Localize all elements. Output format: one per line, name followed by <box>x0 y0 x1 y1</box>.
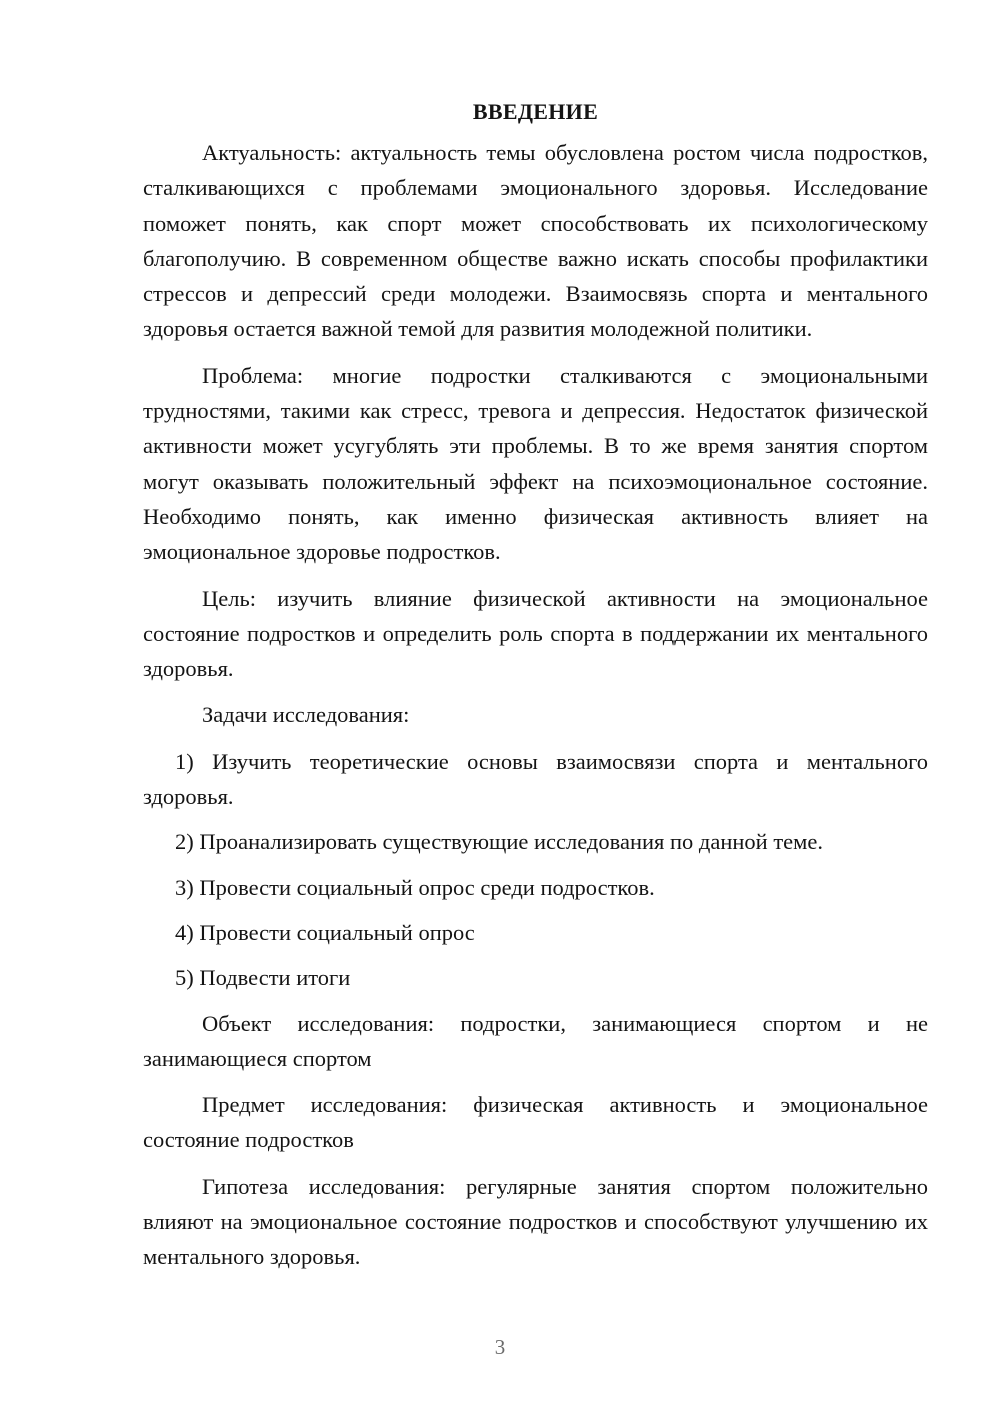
page-content <box>143 97 928 1286</box>
subject-paragraph: Предмет исследования: физическая активность и эмоциональное состояние подростков <box>143 1092 928 1153</box>
tasks-list <box>143 744 928 996</box>
problem-paragraph: Проблема: многие подростки сталкиваются с эмоциональными трудностями, такими как стресс, тревога и депрессия. Недостаток физической активности может усугублять эти проблемы. В то же время занятия спортом могут оказывать положительный эффект на психоэмоциональное состояние. Необходимо понять, как именно физическая активность влияет на эмоциональное здоровье подростков. <box>143 362 928 565</box>
tasks-heading: Задачи исследования: <box>202 702 410 728</box>
goal-paragraph: Цель: изучить влияние физической активности на эмоциональное состояние подростков и определить роль спорта в поддержании их ментального здоровья. <box>143 585 928 682</box>
task-item: 5) Подвести итоги <box>175 965 351 991</box>
page-title: ВВЕДЕНИЕ <box>472 99 599 124</box>
task-item: 3) Провести социальный опрос среди подростков. <box>175 874 655 900</box>
hypothesis-paragraph: Гипотеза исследования: регулярные занятия спортом положительно влияют на эмоциональное состояние подростков и способствуют улучшению их ментального здоровья. <box>143 1173 928 1270</box>
task-item: 4) Провести социальный опрос <box>175 919 475 945</box>
relevance-paragraph: Актуальность: актуальность темы обусловлена ростом числа подростков, сталкивающихся с проблемами эмоционального здоровья. Исследование поможет понять, как спорт может способствовать их психологическому благополучию. В современном обществе важно искать способы профилактики стрессов и депрессий среди молодежи. Взаимосвязь спорта и ментального здоровья остается важной темой для развития молодежной политики. <box>143 140 928 342</box>
object-paragraph: Объект исследования: подростки, занимающиеся спортом и не занимающиеся спортом <box>143 1010 928 1071</box>
page-number: 3 <box>494 1335 506 1359</box>
task-item: 2) Проанализировать существующие исследования по данной теме. <box>175 829 824 855</box>
task-item: 1) Изучить теоретические основы взаимосвязи спорта и ментального здоровья. <box>143 748 928 810</box>
